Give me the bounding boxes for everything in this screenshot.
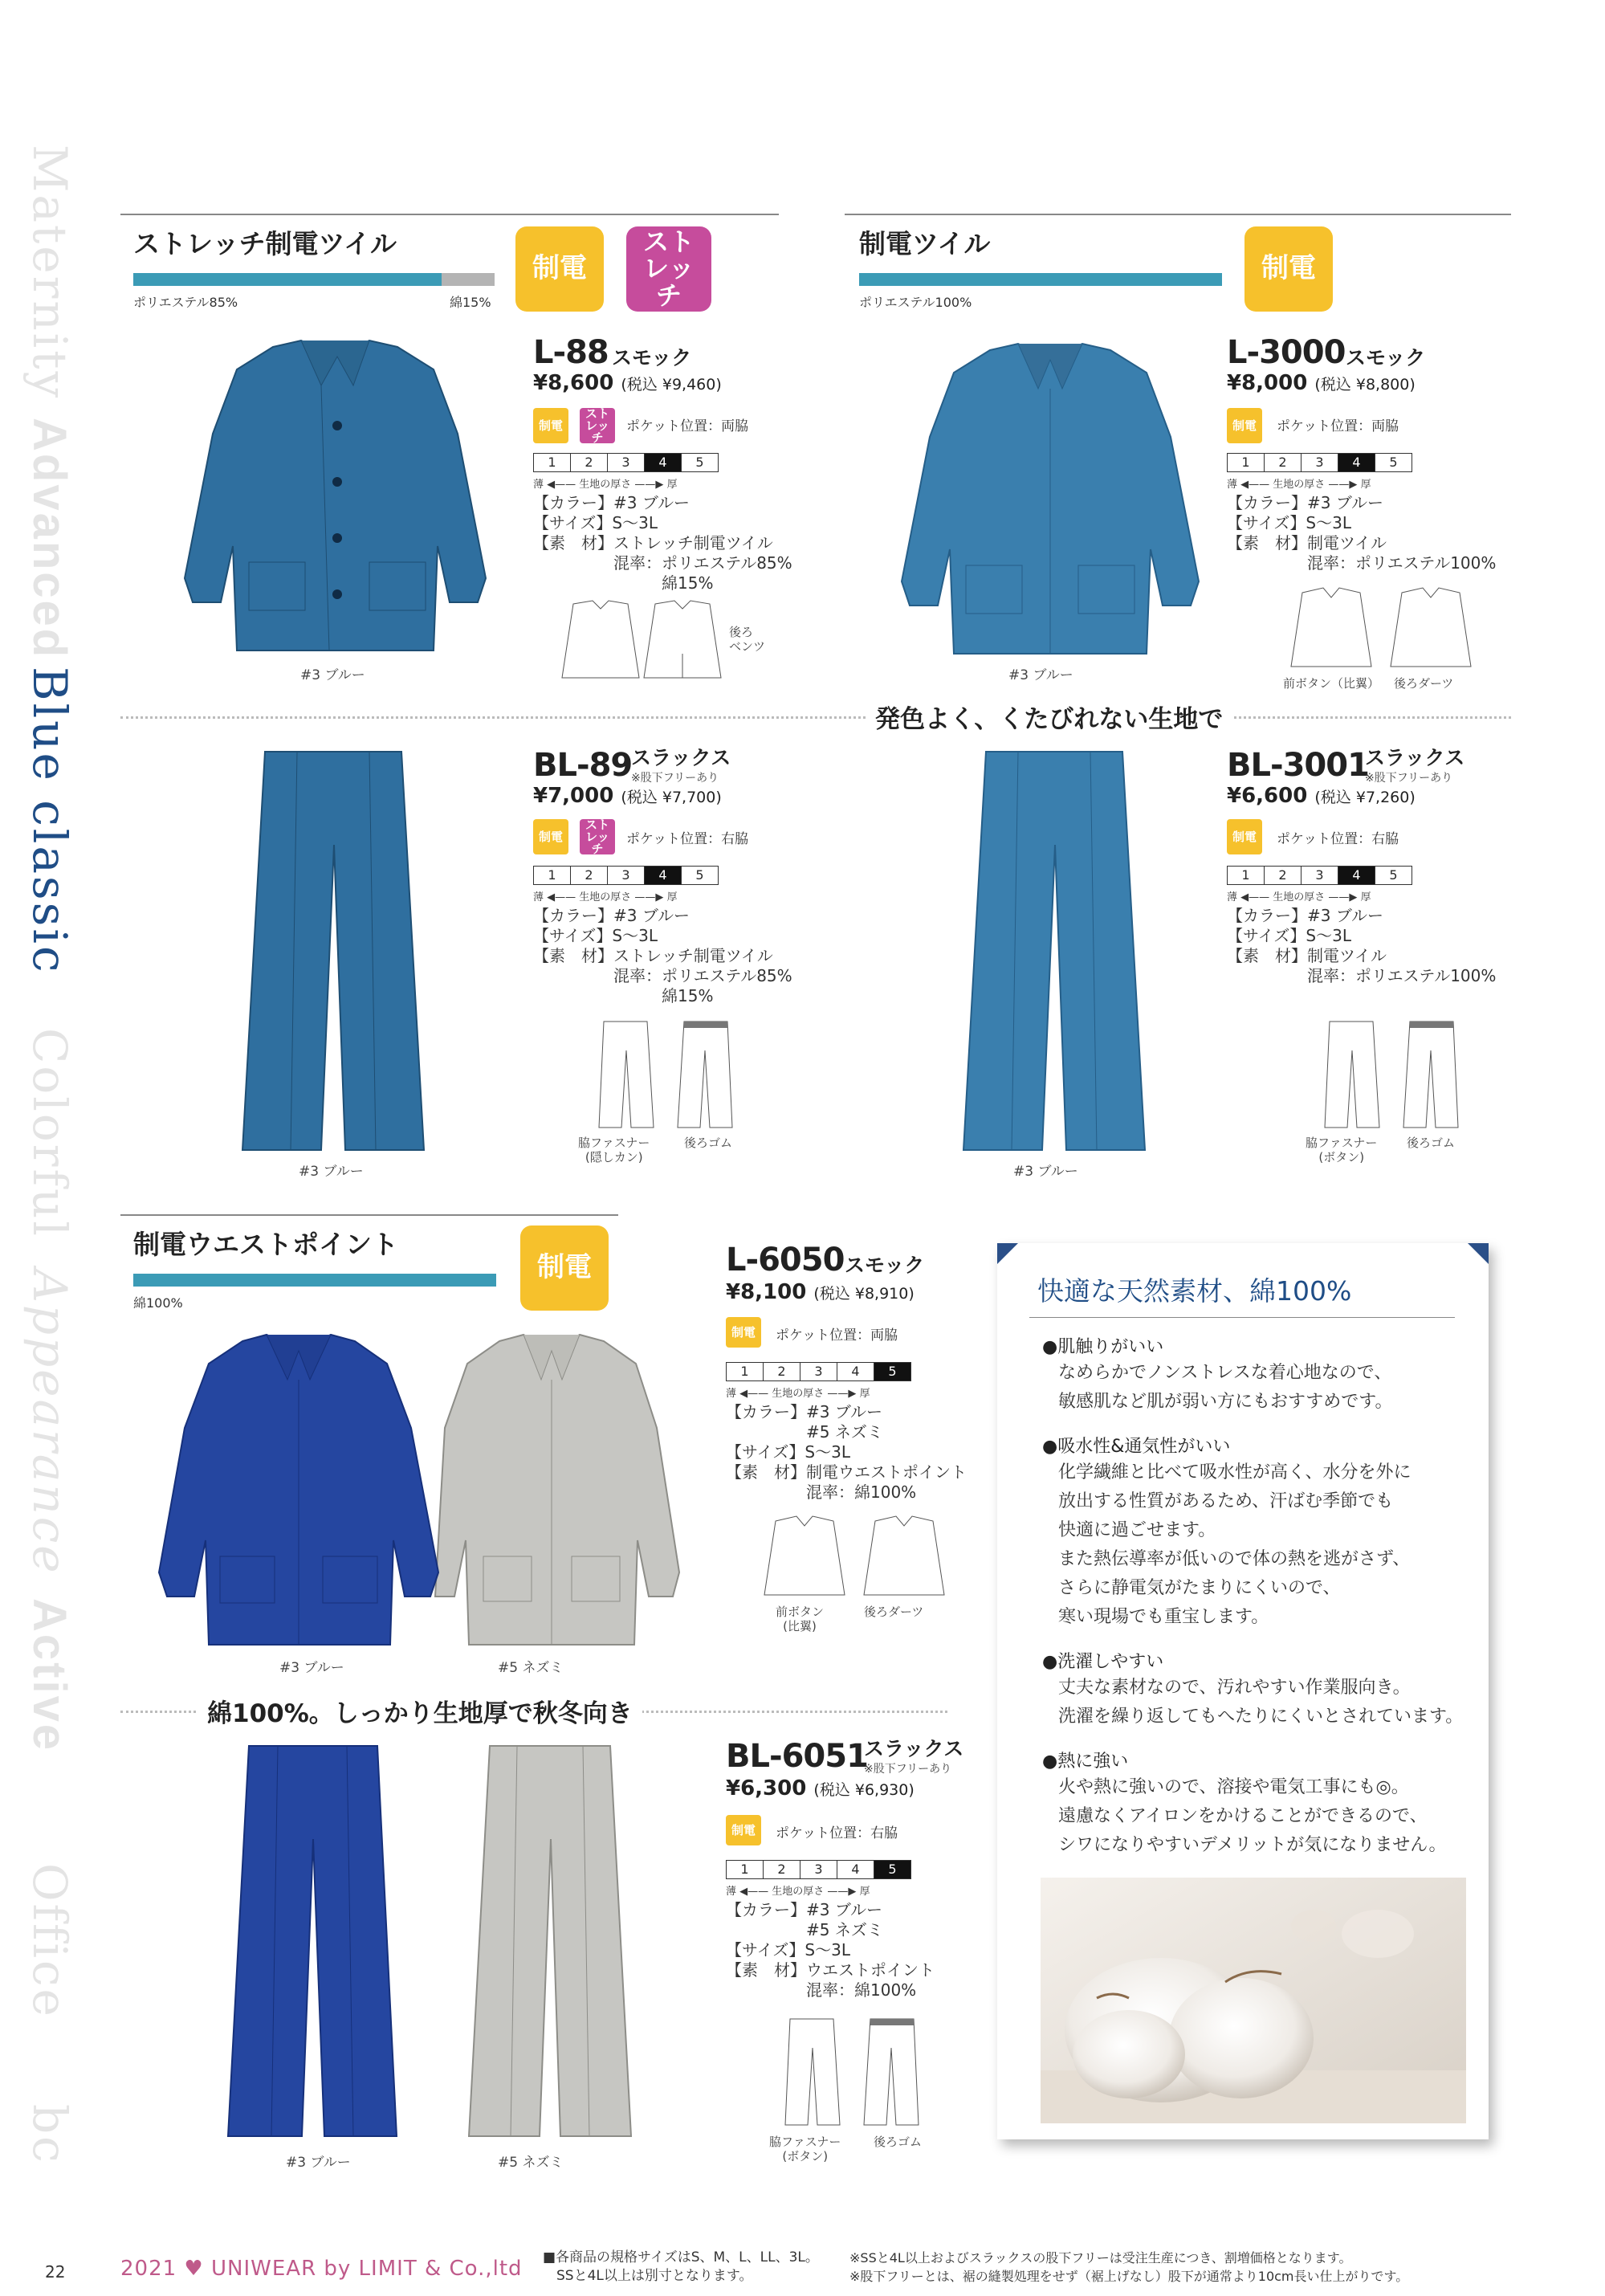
product-type: スモック bbox=[612, 346, 692, 369]
diagram-caption: 後ろダーツ bbox=[1394, 676, 1454, 691]
product-type: スラックス bbox=[631, 746, 731, 769]
diagram-caption: 後ろダーツ bbox=[864, 1605, 924, 1619]
footer-note: ※SSと4L以上およびスラックスの股下フリーは受注生産につき、割増価格となります。 ※股下フリーとは、裾の縫製処理をせず（裾上げなし）股下が通常より10cm長い仕上がりです。 bbox=[849, 2250, 1409, 2284]
photo-caption: #3 ブルー bbox=[1008, 667, 1073, 683]
section-header-stretch-twill bbox=[120, 214, 779, 215]
brand-footer: 2021 ♥ UNIWEAR by LIMIT & Co.,ltd bbox=[120, 2257, 523, 2281]
thickness-scale: 1 2 3 4 5 bbox=[726, 1860, 911, 1879]
thickness-axis: 薄 ◀—— 生地の厚さ ——▶ 厚 bbox=[726, 1388, 870, 1400]
smock-l6050-image bbox=[146, 1332, 692, 1653]
product-code: L-88 bbox=[533, 334, 609, 371]
nav-colorful[interactable]: Colorful bbox=[22, 1028, 77, 1238]
section-header-waist-point bbox=[120, 1214, 618, 1216]
fabric-label-left: ポリエステル85% bbox=[133, 295, 238, 310]
product-type: スモック bbox=[1346, 346, 1426, 369]
photo-caption: #3 ブルー bbox=[286, 2155, 351, 2171]
nav-advanced[interactable]: Advanced bbox=[23, 418, 75, 660]
diagram-caption: 後ろゴム bbox=[874, 2135, 923, 2149]
thickness-scale: 1 2 3 4 5 bbox=[1227, 453, 1412, 472]
product-specs: 【カラー】#3 ブルー 【サイズ】S～3L 【素 材】制電ツイル 混率：ポリエステル100% bbox=[1227, 493, 1497, 573]
nav-office[interactable]: Office bbox=[22, 1863, 77, 2019]
page-number: 22 bbox=[45, 2262, 66, 2282]
info-bullet: ●吸水性&通気性がいい bbox=[1042, 1437, 1231, 1457]
photo-caption: #3 ブルー bbox=[299, 1164, 364, 1180]
nav-maternity[interactable]: Maternity bbox=[22, 145, 77, 401]
pocket-position: ポケット位置：右脇 bbox=[776, 1825, 898, 1841]
product-type: スラックス bbox=[1365, 746, 1465, 769]
stretch-mini-badge: ストレッチ bbox=[580, 819, 615, 854]
product-code: L-3000 bbox=[1227, 334, 1346, 371]
fabric-label-left: 綿100% bbox=[133, 1295, 183, 1311]
diagram-caption: 後ろゴム bbox=[1407, 1136, 1456, 1150]
antistatic-badge: 制電 bbox=[515, 226, 604, 312]
pocket-position: ポケット位置：右脇 bbox=[1277, 831, 1399, 847]
nav-bc[interactable]: bc bbox=[22, 2104, 77, 2165]
antistatic-mini-badge: 制電 bbox=[726, 1317, 761, 1348]
product-code: L-6050 bbox=[726, 1242, 845, 1279]
slacks-bl6051-image bbox=[225, 1743, 674, 2144]
smock-front-back-diagram bbox=[755, 1515, 963, 1603]
inseam-note: ※股下フリーあり bbox=[1365, 772, 1453, 785]
thickness-scale: 1 2 3 4 5 bbox=[1227, 866, 1412, 885]
catch-copy: 発色よく、くたびれない生地で bbox=[866, 699, 1232, 735]
thickness-scale: 1 2 3 4 5 bbox=[726, 1362, 911, 1381]
section-title: 制電ウエストポイント bbox=[133, 1229, 398, 1260]
product-code: BL-89 bbox=[533, 747, 633, 784]
catch-copy: 綿100%。しっかり生地厚で秋冬向き bbox=[198, 1693, 642, 1729]
slacks-diagram bbox=[1323, 1018, 1460, 1131]
product-price: ¥8,100 (税込 ¥8,910) bbox=[726, 1280, 915, 1304]
smock-l88-image bbox=[169, 337, 498, 659]
photo-caption: #3 ブルー bbox=[1013, 1164, 1078, 1180]
product-type: スラックス bbox=[864, 1737, 964, 1760]
info-text: 火や熱に強いので、溶接や電気工事にも◎。 遠慮なくアイロンをかけることができるので、 シワになりやすいデメリットが気になりません。 bbox=[1058, 1777, 1447, 1855]
fabric-ratio-bar-cotton bbox=[442, 273, 495, 286]
product-price: ¥8,000 (税込 ¥8,800) bbox=[1227, 371, 1416, 395]
photo-caption: #5 ネズミ bbox=[498, 2155, 564, 2171]
section-title: 制電ツイル bbox=[859, 228, 991, 259]
inseam-note: ※股下フリーあり bbox=[631, 772, 719, 785]
nav-appearance[interactable]: Appearance bbox=[22, 1269, 77, 1576]
cotton-photo bbox=[1041, 1878, 1466, 2123]
pocket-position: ポケット位置：両脇 bbox=[776, 1327, 898, 1344]
pocket-position: ポケット位置：両脇 bbox=[626, 418, 749, 434]
smock-front-back-diagram bbox=[551, 597, 743, 686]
diagram-caption: 後ろ ベンツ bbox=[729, 625, 766, 654]
info-bullet: ●肌触りがいい bbox=[1042, 1337, 1164, 1357]
product-specs: 【カラー】#3 ブルー 【サイズ】S～3L 【素 材】制電ツイル 混率：ポリエステル100% bbox=[1227, 906, 1497, 985]
nav-blue-classic[interactable]: Blue classic bbox=[22, 667, 77, 975]
antistatic-mini-badge: 制電 bbox=[533, 408, 568, 443]
info-text: 化学繊維と比べて吸水性が高く、水分を外に 放出する性質があるため、汗ばむ季節でも 快適に過ごせます。 また熱伝導率が低いので体の熱を逃がさず、 さらに静電気がたまりにくいので、 寒い現場でも重宝します。 bbox=[1058, 1462, 1412, 1627]
slacks-bl89-image bbox=[241, 748, 426, 1160]
corner-accent bbox=[1468, 1243, 1489, 1264]
divider bbox=[120, 716, 1511, 719]
antistatic-mini-badge: 制電 bbox=[726, 1815, 761, 1845]
antistatic-mini-badge: 制電 bbox=[1227, 408, 1262, 443]
info-bullet: ●洗濯しやすい bbox=[1042, 1652, 1164, 1672]
antistatic-badge: 制電 bbox=[520, 1225, 609, 1311]
section-title: ストレッチ制電ツイル bbox=[133, 228, 397, 259]
diagram-caption: 前ボタン（比翼） bbox=[1283, 676, 1380, 691]
info-bullet: ●熱に強い bbox=[1042, 1752, 1129, 1772]
diagram-caption: 脇ファスナー (隠しカン) bbox=[578, 1136, 650, 1164]
antistatic-badge: 制電 bbox=[1244, 226, 1333, 312]
product-type: スモック bbox=[845, 1254, 925, 1277]
fabric-ratio-bar-polyester bbox=[133, 273, 442, 286]
pocket-position: ポケット位置：両脇 bbox=[1277, 418, 1399, 434]
pocket-position: ポケット位置：右脇 bbox=[626, 831, 749, 847]
info-title: 快適な天然素材、綿100% bbox=[1037, 1275, 1352, 1307]
product-specs: 【カラー】#3 ブルー #5 ネズミ 【サイズ】S～3L 【素 材】制電ウエストポイント 混率：綿100% bbox=[726, 1402, 967, 1502]
product-code: BL-3001 bbox=[1227, 747, 1369, 784]
inseam-note: ※股下フリーあり bbox=[864, 1763, 952, 1776]
product-price: ¥6,600 (税込 ¥7,260) bbox=[1227, 784, 1416, 808]
smock-front-back-diagram bbox=[1281, 586, 1490, 675]
section-header-antistatic-twill bbox=[845, 214, 1511, 215]
thickness-axis: 薄 ◀—— 生地の厚さ ——▶ 厚 bbox=[1227, 479, 1371, 491]
footer-note: ■各商品の規格サイズはS、M、L、LL、3L。 SSと4L以上は別寸となります。 bbox=[543, 2249, 819, 2284]
diagram-caption: 脇ファスナー (ボタン) bbox=[1306, 1136, 1378, 1164]
diagram-caption: 後ろゴム bbox=[684, 1136, 733, 1150]
slacks-bl3001-image bbox=[962, 748, 1147, 1160]
thickness-axis: 薄 ◀—— 生地の厚さ ——▶ 厚 bbox=[533, 479, 678, 491]
antistatic-mini-badge: 制電 bbox=[1227, 819, 1262, 854]
photo-caption: #3 ブルー bbox=[279, 1660, 344, 1676]
slacks-diagram bbox=[784, 2016, 920, 2128]
stretch-badge: ストレッチ bbox=[626, 226, 711, 312]
stretch-mini-badge: ストレッチ bbox=[580, 408, 615, 443]
diagram-caption: 前ボタン (比翼) bbox=[776, 1605, 825, 1633]
product-price: ¥8,600 (税込 ¥9,460) bbox=[533, 371, 722, 395]
thickness-axis: 薄 ◀—— 生地の厚さ ——▶ 厚 bbox=[1227, 891, 1371, 903]
antistatic-mini-badge: 制電 bbox=[533, 819, 568, 854]
product-price: ¥6,300 (税込 ¥6,930) bbox=[726, 1776, 915, 1801]
diagram-caption: 脇ファスナー (ボタン) bbox=[769, 2135, 841, 2163]
fabric-ratio-bar-cotton bbox=[133, 1274, 496, 1287]
photo-caption: #3 ブルー bbox=[300, 667, 365, 683]
photo-caption: #5 ネズミ bbox=[498, 1660, 564, 1676]
product-price: ¥7,000 (税込 ¥7,700) bbox=[533, 784, 722, 808]
smock-l3000-image bbox=[890, 341, 1211, 662]
thickness-axis: 薄 ◀—— 生地の厚さ ——▶ 厚 bbox=[533, 891, 678, 903]
thickness-axis: 薄 ◀—— 生地の厚さ ——▶ 厚 bbox=[726, 1886, 870, 1898]
info-text: なめらかでノンストレスな着心地なので、 敏感肌など肌が弱い方にもおすすめです。 bbox=[1058, 1363, 1393, 1412]
info-text: 丈夫な素材なので、汚れやすい作業服向き。 洗濯を繰り返してもへたりにくいとされています。 bbox=[1058, 1678, 1464, 1727]
product-specs: 【カラー】#3 ブルー 【サイズ】S～3L 【素 材】ストレッチ制電ツイル 混率：ポリエステル85% 綿15% bbox=[533, 493, 792, 593]
product-specs: 【カラー】#3 ブルー 【サイズ】S～3L 【素 材】ストレッチ制電ツイル 混率：ポリエステル85% 綿15% bbox=[533, 906, 792, 1005]
slacks-diagram bbox=[597, 1018, 734, 1131]
cotton-info-box bbox=[997, 1243, 1489, 2139]
thickness-scale: 1 2 3 4 5 bbox=[533, 866, 719, 885]
thickness-scale: 1 2 3 4 5 bbox=[533, 453, 719, 472]
nav-active[interactable]: Active bbox=[23, 1598, 75, 1753]
corner-accent bbox=[997, 1243, 1018, 1264]
title-underline bbox=[1029, 1317, 1455, 1318]
product-specs: 【カラー】#3 ブルー #5 ネズミ 【サイズ】S～3L 【素 材】ウエストポイント 混率：綿100% bbox=[726, 1900, 935, 2000]
fabric-label-left: ポリエステル100% bbox=[859, 295, 972, 310]
product-code: BL-6051 bbox=[726, 1738, 868, 1775]
fabric-label-right: 綿15% bbox=[450, 295, 491, 310]
fabric-ratio-bar-polyester bbox=[859, 273, 1222, 286]
